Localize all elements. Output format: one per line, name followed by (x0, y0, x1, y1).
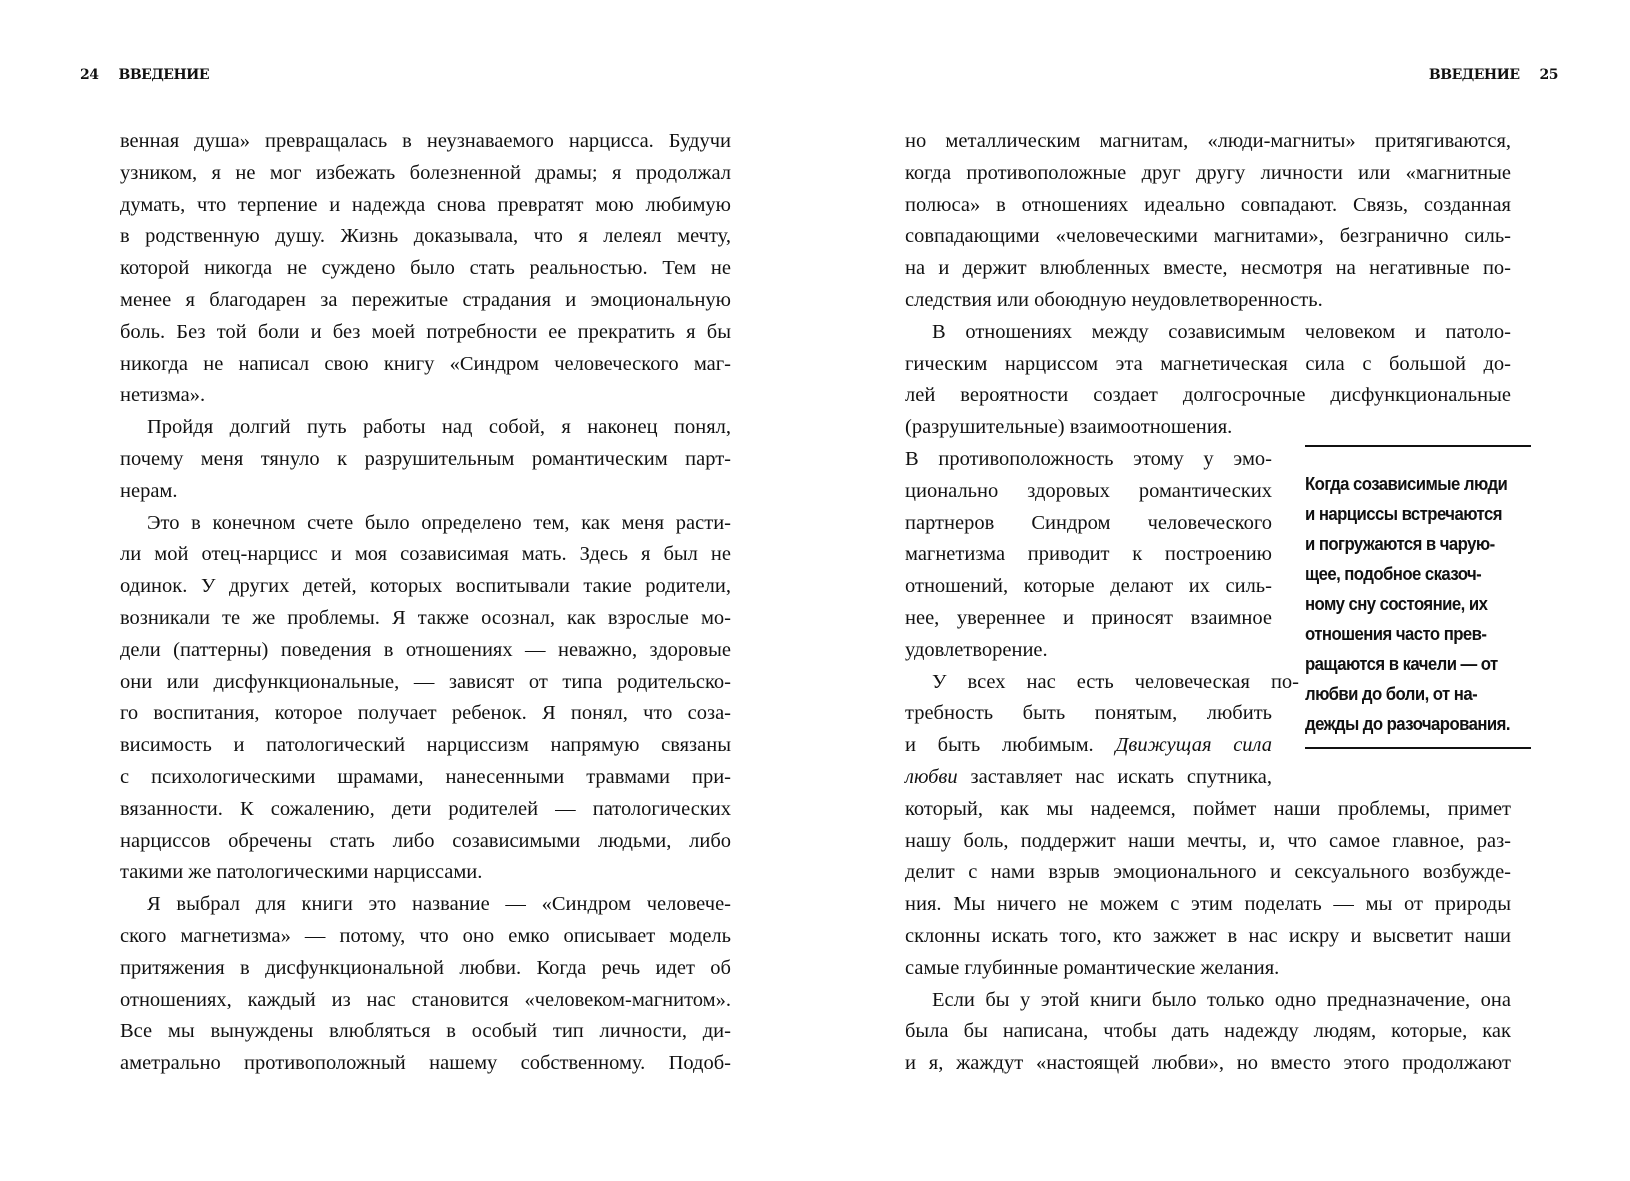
text-line: У всех нас есть человеческая по- (932, 670, 1299, 693)
text-line: Все мы вынуждены влюбляться в особый тип личности, ди- (120, 1020, 731, 1043)
text-line: отношениях, каждый из нас становится «человеком-магнитом». (120, 988, 731, 1011)
text-line: совпадающими «человеческими магнитами», безгранично силь- (905, 225, 1511, 248)
text-line (905, 762, 1272, 794)
pull-quote-line: ному сну состояние, их (1305, 594, 1488, 614)
text-line: боль. Без той боли и без моей потребности ее прекратить я бы (120, 320, 731, 343)
text-line: который, как мы надеемся, поймет наши проблемы, примет (905, 797, 1511, 820)
pull-quote (1305, 445, 1531, 749)
text-line: склонны искать того, кто зажжет в нас искру и высветит наши (905, 924, 1511, 947)
text-line: но металлическим магнитам, «люди-магниты» притягиваются, (905, 130, 1511, 152)
text-line: магнетизма приводит к построению (905, 543, 1272, 566)
text-line: такими же патологическими нарциссами. (120, 861, 483, 884)
text-line: требность быть понятым, любить (905, 702, 1272, 725)
text-line: менее я благодарен за пережитые страдания и эмоциональную (120, 288, 731, 311)
text-line: нашу боль, поддержит наши мечты, и, что самое главное, раз- (905, 829, 1511, 852)
text-line: партнеров Синдром человеческого (905, 511, 1272, 534)
text-line: следствия или обоюдную неудовлетворенность. (905, 288, 1323, 311)
text-line: когда противоположные друг другу личности или «магнитные (905, 161, 1511, 184)
text-line: почему меня тянуло к разрушительным романтическим парт- (120, 447, 731, 470)
text-line: Я выбрал для книги это название — «Синдром человече- (147, 893, 731, 916)
text-line: дели (паттерны) поведения в отношениях — неважно, здоровые (120, 638, 731, 661)
text-line: нерам. (120, 479, 178, 502)
text-line: полюса» в отношениях идеально совпадают. Связь, созданная (905, 193, 1511, 216)
text-segment: и быть любимым. (905, 734, 1116, 757)
text-line: В отношениях между созависимым человеком и патоло- (932, 320, 1511, 343)
text-line: удовлетворение. (905, 638, 1048, 661)
text-line: они или дисфункциональные, — зависят от типа родительско- (120, 670, 731, 693)
text-line: нетизма». (120, 384, 206, 407)
running-header-left (80, 67, 209, 83)
text-line: лей вероятности создает долгосрочные дисфункциональные (905, 384, 1511, 407)
text-line: гическим нарциссом эта магнетическая сила с большой до- (905, 352, 1511, 375)
text-line: нарциссов обречены стать либо созависимыми людьми, либо (120, 829, 731, 852)
text-line: Пройдя долгий путь работы над собой, я наконец понял, (147, 416, 731, 439)
text-line: аметрально противоположный нашему собственному. Подоб- (120, 1052, 731, 1075)
text-line: го воспитания, которое получает ребенок. Я понял, что соза- (120, 702, 731, 725)
text-line: думать, что терпение и надежда снова превратят мою любимую (120, 193, 731, 216)
text-line: никогда не написал свою книгу «Синдром человеческого маг- (120, 352, 731, 375)
text-line: висимость и патологический нарциссизм напрямую связаны (120, 734, 731, 757)
text-line: самые глубинные романтические желания. (905, 956, 1280, 979)
text-line: венная душа» превращалась в неузнаваемого нарцисса. Будучи (120, 130, 731, 152)
text-line: ского магнетизма» — потому, что оно емко описывает модель (120, 924, 731, 947)
text-line: и я, жаждут «настоящей любви», но вместо этого продолжают (905, 1052, 1511, 1075)
page-number: 25 (1539, 67, 1558, 83)
text-line: ционально здоровых романтических (905, 479, 1272, 502)
text-segment: заставляет нас искать спутника, (957, 765, 1272, 788)
pull-quote-line: и погружаются в чарую- (1305, 534, 1495, 554)
text-line: в родственную душу. Жизнь доказывала, что я лелеял мечту, (120, 225, 731, 248)
pull-quote-line: щее, подобное сказоч- (1305, 564, 1482, 584)
left-page-body (120, 126, 731, 1080)
text-line: нее, увереннее и приносят взаимное (905, 606, 1272, 629)
text-line: возникали те же проблемы. Я также осознал, как взрослые мо- (120, 606, 731, 629)
pull-quote-line: дежды до разочарования. (1305, 714, 1510, 734)
page-number: 24 (80, 67, 99, 83)
text-line: притяжения в дисфункциональной любви. Когда речь идет об (120, 956, 731, 979)
text-line: делит с нами взрыв эмоционального и сексуального возбужде- (905, 861, 1511, 884)
italic-text: Движущая сила (1115, 734, 1272, 757)
running-header-right (1429, 67, 1558, 83)
text-line: на и держит влюбленных вместе, несмотря на негативные по- (905, 257, 1511, 280)
text-line: В противоположность этому у эмо- (905, 447, 1272, 470)
text-line: узником, я не мог избежать болезненной драмы; я продолжал (120, 161, 731, 184)
text-line (905, 730, 1272, 762)
text-line: Если бы у этой книги было только одно предназначение, она (932, 988, 1511, 1011)
text-line: которой никогда не суждено было стать реальностью. Тем не (120, 257, 731, 280)
pull-quote-line: Когда созависимые люди (1305, 474, 1508, 494)
running-head-title: ВВЕДЕНИЕ (1428, 67, 1520, 83)
text-line: ния. Мы ничего не можем с этим поделать — мы от природы (905, 893, 1511, 916)
text-line: была бы написана, чтобы дать надежду людям, которые, как (905, 1020, 1511, 1043)
pull-quote-line: любви до боли, от на- (1305, 684, 1478, 704)
running-head-title: ВВЕДЕНИЕ (118, 67, 210, 83)
text-line: Это в конечном счете было определено тем, как меня расти- (147, 511, 731, 534)
text-line: вязанности. К сожалению, дети родителей — патологических (120, 797, 731, 820)
pull-quote-line: отношения часто прев- (1305, 624, 1487, 644)
text-line: с психологическими шрамами, нанесенными травмами при- (120, 765, 731, 788)
text-line: отношений, которые делают их силь- (905, 575, 1272, 598)
text-line: ли мой отец-нарцисс и моя созависимая мать. Здесь я был не (120, 543, 731, 566)
pull-quote-line: и нарциссы встречаются (1305, 504, 1502, 524)
pull-quote-line: ращаются в качели — от (1305, 654, 1498, 674)
text-line: (разрушительные) взаимоотношения. (905, 416, 1233, 439)
italic-text: любви (905, 765, 958, 788)
text-line: одинок. У других детей, которых воспитывали такие родители, (120, 575, 731, 598)
